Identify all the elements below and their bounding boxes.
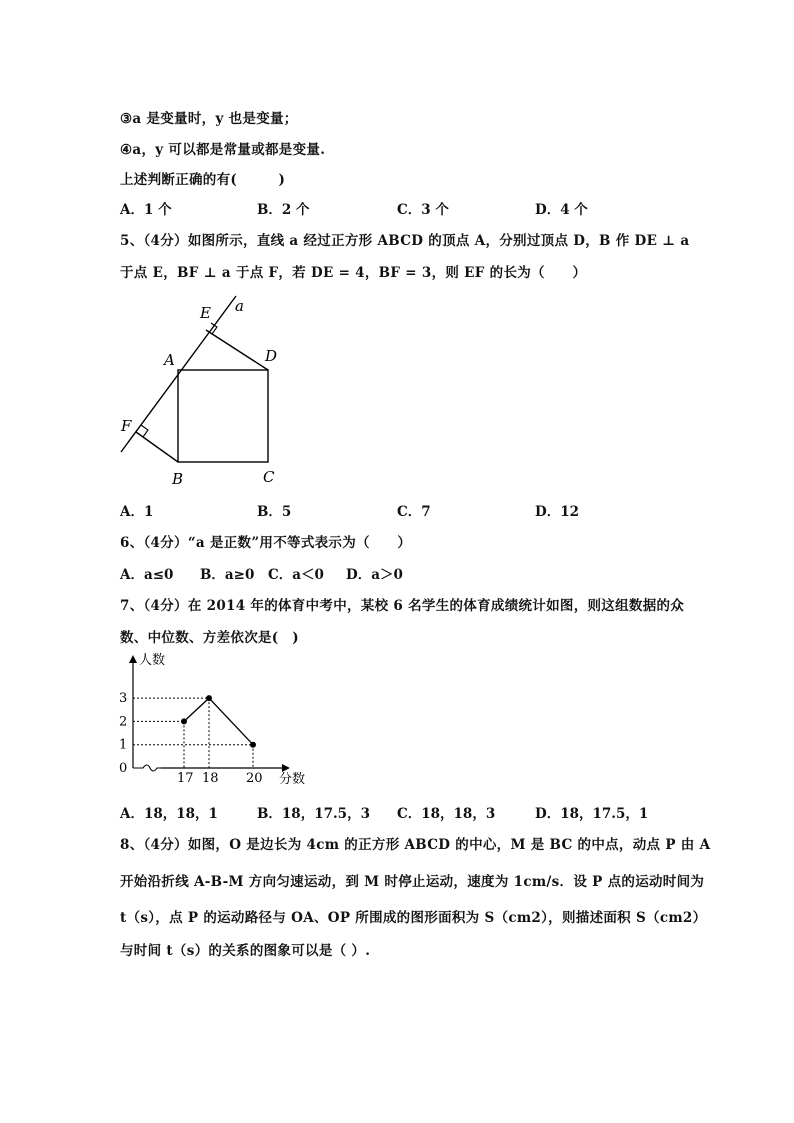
q5-stem-line1: 5、（4分）如图所示，直线 a 经过正方形 ABCD 的顶点 A，分别过顶点 D，B 作 DE ⊥ a <box>120 233 690 249</box>
option-c: C．7 <box>397 504 431 520</box>
axis-break <box>133 765 161 771</box>
option-d: D．12 <box>535 504 579 520</box>
y-tick-label: 3 <box>119 691 128 707</box>
q7-stem-line2: 数、中位数、方差依次是( ) <box>120 630 299 646</box>
q6-stem: 6、（4分）“a 是正数”用不等式表示为（ ） <box>120 535 412 551</box>
option-c: C．3 个 <box>397 202 449 218</box>
option-a: A．18，18，1 <box>120 806 218 822</box>
option-a: A．a≤0 <box>120 567 174 583</box>
y-axis-label: 人数 <box>139 653 166 668</box>
q5-stem-line2: 于点 E，BF ⊥ a 于点 F，若 DE = 4，BF = 3，则 EF 的长为（ ） <box>120 265 587 281</box>
x-tick-label: 20 <box>246 771 263 786</box>
option-d: D．a＞0 <box>346 567 403 583</box>
data-point <box>206 695 212 701</box>
q3-question: 上述判断正确的有( ) <box>120 172 286 188</box>
q8-stem-line4: 与时间 t（s）的关系的图象可以是（ ）. <box>120 943 371 959</box>
label-a: a <box>235 297 244 315</box>
x-tick-label: 18 <box>202 771 219 786</box>
label-C: C <box>263 468 275 486</box>
x-tick-label: 17 <box>177 771 194 786</box>
option-b: B．2 个 <box>257 202 310 218</box>
segment-ED <box>206 330 268 370</box>
q8-stem-line1: 8、（4分）如图，O 是边长为 4cm 的正方形 ABCD 的中心，M 是 BC 的中点，动点 P 由 A <box>120 837 711 853</box>
segment-FB <box>136 432 178 462</box>
option-b: B．18，17.5，3 <box>257 806 370 822</box>
option-b: B．a≥0 <box>200 567 255 583</box>
option-a: A．1 <box>120 504 154 520</box>
y-axis-arrow <box>129 655 137 663</box>
y-tick-label: 0 <box>119 761 128 776</box>
option-a: A．1 个 <box>120 202 172 218</box>
q5-figure <box>118 290 298 490</box>
label-D: D <box>265 347 278 365</box>
q8-stem-line3: t（s），点 P 的运动路径与 OA、OP 所围成的图形面积为 S（cm2），则描述面积 S（cm2） <box>120 910 707 926</box>
q7-chart <box>115 650 315 790</box>
q8-stem-line2: 开始沿折线 A-B-M 方向匀速运动，到 M 时停止运动，速度为 1cm/s．设 P 点的运动时间为 <box>120 874 705 890</box>
label-F: F <box>121 417 132 435</box>
x-axis-label: 分数 <box>279 772 306 787</box>
q7-stem-line1: 7、（4分）在 2014 年的体育中考中，某校 6 名学生的体育成绩统计如图，则这组数据的众 <box>120 598 685 614</box>
q3-statement-4: ④a，y 可以都是常量或都是变量. <box>120 142 326 158</box>
option-b: B．5 <box>257 504 292 520</box>
label-A: A <box>164 351 175 369</box>
series-line <box>184 698 253 745</box>
y-tick-label: 1 <box>119 737 128 753</box>
option-d: D．4 个 <box>535 202 588 218</box>
option-c: C．18，18，3 <box>397 806 496 822</box>
q3-statement-3: ③a 是变量时，y 也是变量； <box>120 111 298 127</box>
label-E: E <box>200 304 211 322</box>
data-point <box>250 742 256 748</box>
right-angle-F <box>141 425 148 437</box>
y-tick-label: 2 <box>119 714 128 730</box>
square-ABCD <box>178 370 268 462</box>
x-axis-arrow <box>282 764 290 772</box>
data-point <box>181 718 187 724</box>
option-c: C．a＜0 <box>268 567 324 583</box>
option-d: D．18，17.5，1 <box>535 806 649 822</box>
label-B: B <box>172 470 184 488</box>
